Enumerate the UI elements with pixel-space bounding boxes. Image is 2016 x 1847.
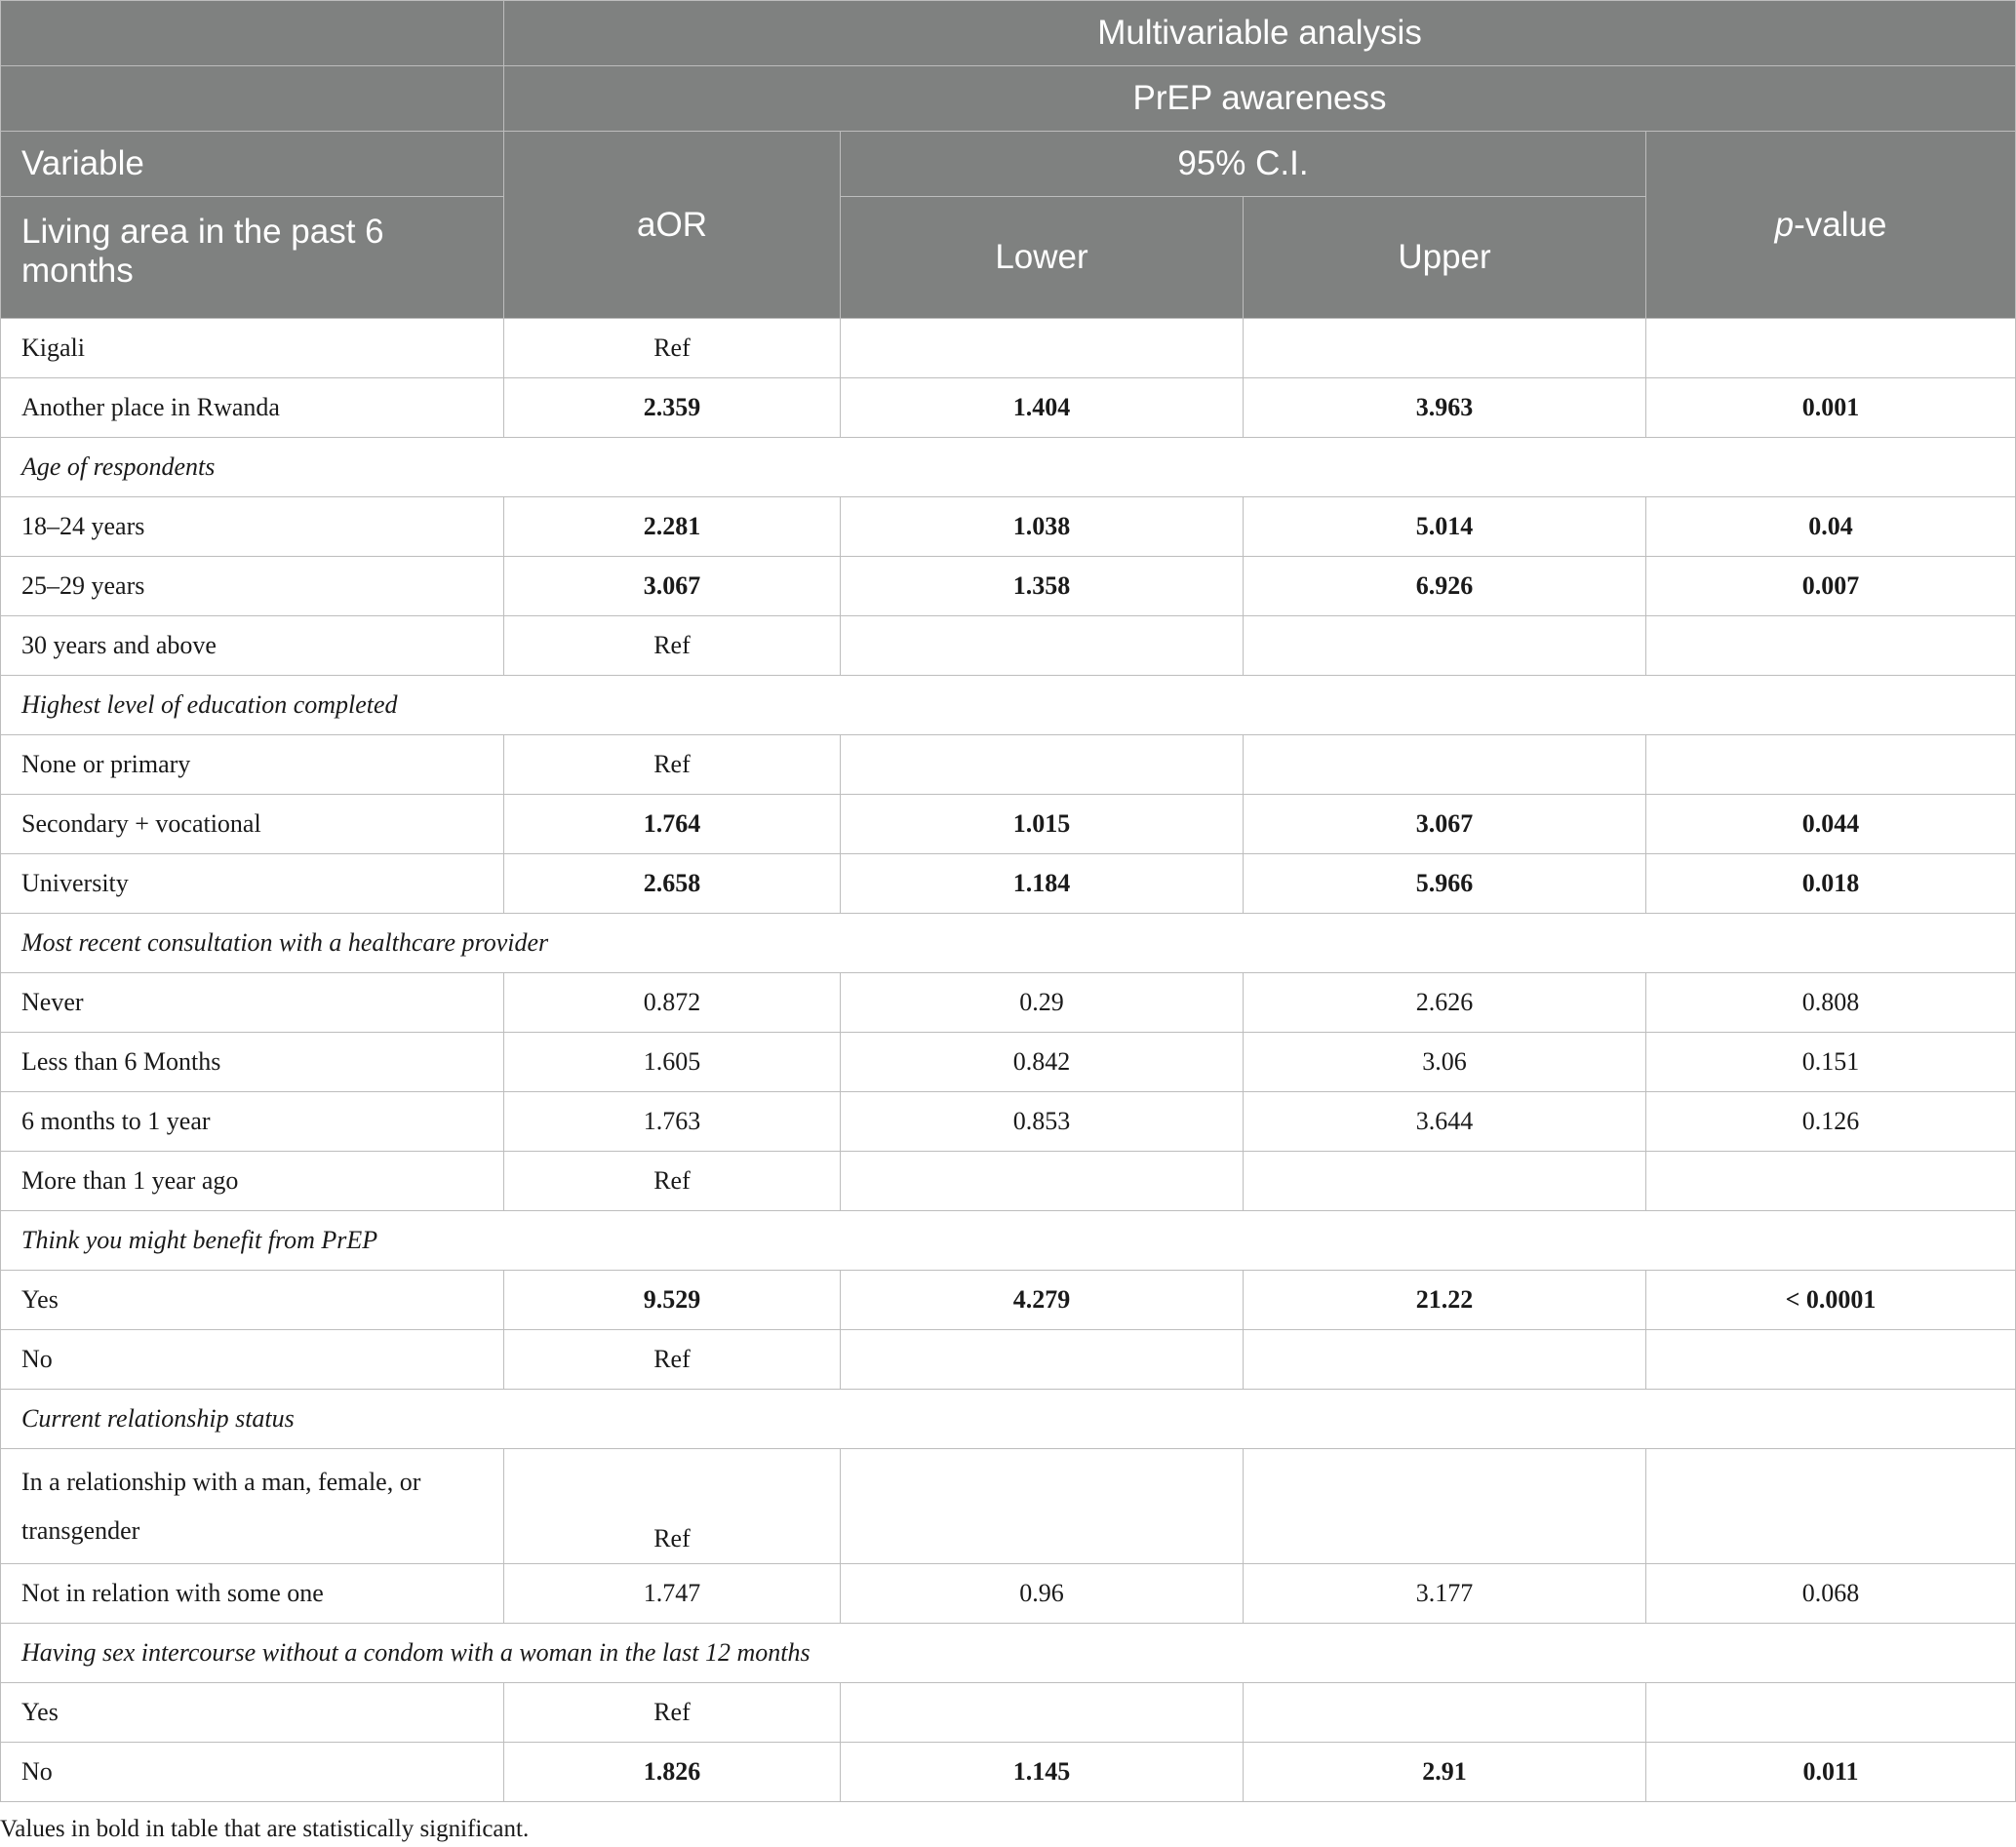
pvalue-suffix: -value (1794, 205, 1887, 244)
row-label: No (1, 1743, 504, 1802)
aor-cell: 1.826 (504, 1743, 841, 1802)
ci-lower-cell: 1.184 (841, 854, 1244, 914)
table-row (1, 616, 2016, 676)
table-row (1, 1033, 2016, 1092)
category-row (1, 914, 2016, 973)
first-category-header: Living area in the past 6 months (1, 197, 504, 319)
aor-cell: Ref (504, 319, 841, 378)
ci-upper-cell (1244, 1152, 1646, 1211)
variable-header: Variable (1, 132, 504, 197)
aor-cell: 2.281 (504, 497, 841, 557)
pvalue-cell: 0.001 (1646, 378, 2016, 438)
ci-lower-cell: 1.358 (841, 557, 1244, 616)
pvalue-header (1646, 132, 2016, 319)
table-row (1, 557, 2016, 616)
row-label: Yes (1, 1271, 504, 1330)
pvalue-cell (1646, 1152, 2016, 1211)
row-label: Less than 6 Months (1, 1033, 504, 1092)
table-row (1, 1330, 2016, 1390)
ci-lower-cell (841, 1152, 1244, 1211)
pvalue-cell: 0.808 (1646, 973, 2016, 1033)
category-label: Most recent consultation with a healthcare provider (1, 914, 2016, 973)
category-row (1, 1390, 2016, 1449)
category-label: Highest level of education completed (1, 676, 2016, 735)
ci-lower-cell: 0.853 (841, 1092, 1244, 1152)
table-row (1, 1092, 2016, 1152)
table-row (1, 1449, 2016, 1564)
ci-upper-cell: 3.644 (1244, 1092, 1646, 1152)
lower-header: Lower (841, 197, 1244, 319)
ci-lower-cell (841, 616, 1244, 676)
ci-upper-cell: 5.014 (1244, 497, 1646, 557)
ci-lower-cell: 1.038 (841, 497, 1244, 557)
ci-upper-cell (1244, 735, 1646, 795)
table-row (1, 795, 2016, 854)
aor-cell: 3.067 (504, 557, 841, 616)
table-row (1, 1683, 2016, 1743)
ci-lower-cell (841, 1683, 1244, 1743)
pvalue-cell: 0.04 (1646, 497, 2016, 557)
pvalue-cell: 0.068 (1646, 1564, 2016, 1624)
ci-upper-cell: 2.91 (1244, 1743, 1646, 1802)
row-label: Not in relation with some one (1, 1564, 504, 1624)
row-label: More than 1 year ago (1, 1152, 504, 1211)
row-label: 18–24 years (1, 497, 504, 557)
ci-upper-cell (1244, 1683, 1646, 1743)
ci-lower-cell (841, 319, 1244, 378)
ci-upper-cell: 2.626 (1244, 973, 1646, 1033)
pvalue-cell (1646, 1449, 2016, 1564)
row-label: 25–29 years (1, 557, 504, 616)
aor-cell: 9.529 (504, 1271, 841, 1330)
row-label: Kigali (1, 319, 504, 378)
ci-upper-cell: 3.963 (1244, 378, 1646, 438)
aor-cell: 1.747 (504, 1564, 841, 1624)
aor-cell: 0.872 (504, 973, 841, 1033)
ci-lower-cell (841, 735, 1244, 795)
pvalue-cell: 0.151 (1646, 1033, 2016, 1092)
aor-cell: 1.605 (504, 1033, 841, 1092)
aor-cell: 1.764 (504, 795, 841, 854)
ci-lower-cell: 0.842 (841, 1033, 1244, 1092)
aor-cell: Ref (504, 1683, 841, 1743)
pvalue-cell (1646, 1330, 2016, 1390)
row-label: 6 months to 1 year (1, 1092, 504, 1152)
ci-lower-cell: 1.404 (841, 378, 1244, 438)
table-row (1, 378, 2016, 438)
ci-upper-cell: 5.966 (1244, 854, 1646, 914)
pvalue-cell (1646, 735, 2016, 795)
category-label: Current relationship status (1, 1390, 2016, 1449)
ci-upper-cell: 3.067 (1244, 795, 1646, 854)
ci-upper-cell (1244, 616, 1646, 676)
row-label: Another place in Rwanda (1, 378, 504, 438)
ci-upper-cell: 3.06 (1244, 1033, 1646, 1092)
aor-cell: Ref (504, 1152, 841, 1211)
table-body (1, 319, 2016, 1802)
category-row (1, 676, 2016, 735)
category-row (1, 438, 2016, 497)
row-label: University (1, 854, 504, 914)
pvalue-cell (1646, 1683, 2016, 1743)
ci-upper-cell: 21.22 (1244, 1271, 1646, 1330)
category-label: Think you might benefit from PrEP (1, 1211, 2016, 1271)
pvalue-italic-p: p (1774, 205, 1795, 244)
pvalue-cell: 0.011 (1646, 1743, 2016, 1802)
ci-upper-cell (1244, 319, 1646, 378)
header-blank-2 (1, 66, 504, 132)
header-blank-1 (1, 1, 504, 66)
ci-lower-cell: 1.145 (841, 1743, 1244, 1802)
pvalue-cell (1646, 319, 2016, 378)
table-row (1, 497, 2016, 557)
table-row (1, 1152, 2016, 1211)
category-label: Having sex intercourse without a condom with a woman in the last 12 months (1, 1624, 2016, 1683)
analysis-title: Multivariable analysis (504, 1, 2016, 66)
ci-lower-cell: 4.279 (841, 1271, 1244, 1330)
ci-lower-cell: 0.29 (841, 973, 1244, 1033)
table-row (1, 973, 2016, 1033)
pvalue-cell: 0.126 (1646, 1092, 2016, 1152)
table-row (1, 1564, 2016, 1624)
category-row (1, 1211, 2016, 1271)
aor-cell: Ref (504, 735, 841, 795)
row-label: Never (1, 973, 504, 1033)
aor-cell: 2.658 (504, 854, 841, 914)
row-label: Yes (1, 1683, 504, 1743)
row-label: Secondary + vocational (1, 795, 504, 854)
table-row (1, 735, 2016, 795)
pvalue-cell: 0.044 (1646, 795, 2016, 854)
ci-upper-cell (1244, 1330, 1646, 1390)
ci-lower-cell (841, 1449, 1244, 1564)
pvalue-cell: 0.018 (1646, 854, 2016, 914)
category-label: Age of respondents (1, 438, 2016, 497)
aor-cell: 1.763 (504, 1092, 841, 1152)
category-row (1, 1624, 2016, 1683)
outcome-title: PrEP awareness (504, 66, 2016, 132)
aor-cell: 2.359 (504, 378, 841, 438)
pvalue-cell: < 0.0001 (1646, 1271, 2016, 1330)
pvalue-cell (1646, 616, 2016, 676)
ci-header: 95% C.I. (841, 132, 1646, 197)
ci-lower-cell (841, 1330, 1244, 1390)
aor-cell: Ref (504, 1330, 841, 1390)
pvalue-cell: 0.007 (1646, 557, 2016, 616)
ci-upper-cell (1244, 1449, 1646, 1564)
table-footnote: Values in bold in table that are statistically significant. (0, 1816, 530, 1842)
row-label: 30 years and above (1, 616, 504, 676)
ci-upper-cell: 6.926 (1244, 557, 1646, 616)
ci-lower-cell: 1.015 (841, 795, 1244, 854)
row-label: No (1, 1330, 504, 1390)
ci-upper-cell: 3.177 (1244, 1564, 1646, 1624)
table-row (1, 319, 2016, 378)
row-label: None or primary (1, 735, 504, 795)
aor-cell: Ref (504, 616, 841, 676)
table-row (1, 854, 2016, 914)
table-row (1, 1271, 2016, 1330)
row-label: In a relationship with a man, female, or transgender (1, 1449, 504, 1564)
aor-header: aOR (504, 132, 841, 319)
aor-cell: Ref (504, 1449, 841, 1564)
upper-header: Upper (1244, 197, 1646, 319)
ci-lower-cell: 0.96 (841, 1564, 1244, 1624)
table-row (1, 1743, 2016, 1802)
table-header (1, 1, 2016, 319)
